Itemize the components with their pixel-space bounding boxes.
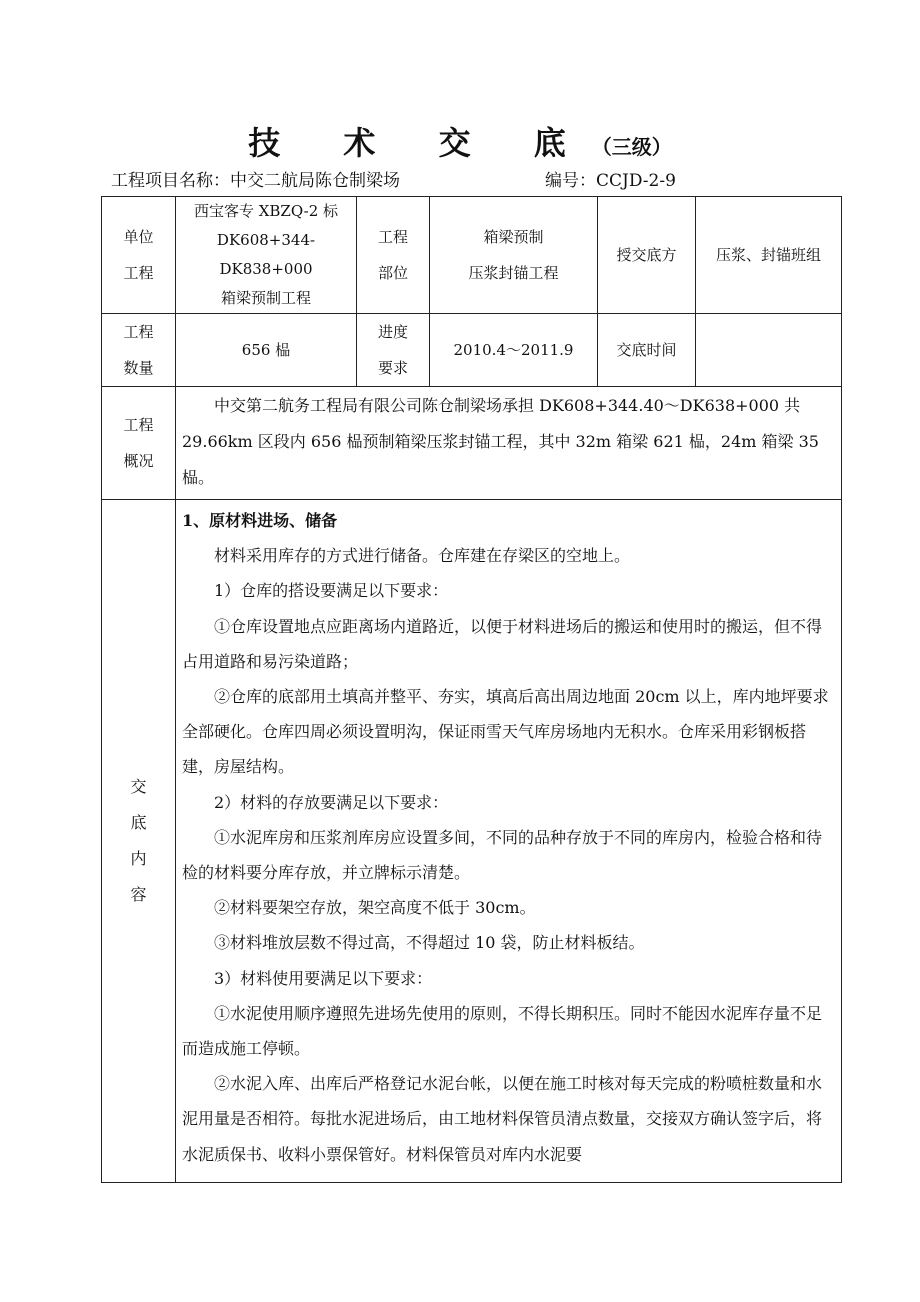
header-meta — [111, 166, 851, 192]
content-paragraph: 材料采用库存的方式进行储备。仓库建在存梁区的空地上。 — [214, 546, 631, 566]
table-row — [102, 387, 842, 500]
progress-value: 2010.4～2011.9 — [430, 314, 598, 387]
content-paragraph: ②仓库的底部用土填高并整平、夯实，填高后高出周边地面 20cm 以上，库内地坪要求全部硬化。仓库四周必须设置明沟，保证雨雪天气库房场地内无积水。仓库采用彩钢板搭建，房屋结构。 — [182, 687, 829, 777]
content-paragraph: 3）材料使用要满足以下要求： — [214, 968, 433, 988]
content-paragraph: ①水泥使用顺序遵照先进场先使用的原则，不得长期积压。同时不能因水泥库存量不足而造成施工停顿。 — [182, 1003, 823, 1059]
overview-label: 工程 概况 — [102, 387, 176, 500]
progress-label: 进度 要求 — [357, 314, 430, 387]
part-label: 工程 部位 — [357, 197, 430, 314]
table-row — [102, 197, 842, 314]
quantity-label: 工程 数量 — [102, 314, 176, 387]
document-title — [0, 118, 920, 164]
unit-value: 西宝客专 XBZQ-2 标 DK608+344-DK838+000 箱梁预制工程 — [176, 197, 357, 314]
content-paragraph: 2）材料的存放要满足以下要求： — [214, 792, 449, 812]
quantity-value: 656 榀 — [176, 314, 357, 387]
unit-label: 单位 工程 — [102, 197, 176, 314]
overview-text: 中交第二航务工程局有限公司陈仓制梁场承担 DK608+344.40～DK638+000 共 29.66km 区段内 656 榀预制箱梁压浆封锚工程，其中 32m 箱梁 621 榀，24m 箱梁 35 榀。 — [176, 387, 842, 500]
receiver-value: 压浆、封锚班组 — [696, 197, 842, 314]
project-name: 工程项目名称：中交二航局陈仓制梁场 — [111, 171, 400, 191]
title-main: 技 术 交 底 — [248, 124, 592, 162]
content-label: 交 底 内 容 — [102, 500, 176, 1183]
content-paragraph: ③材料堆放层数不得过高，不得超过 10 袋，防止材料板结。 — [214, 933, 645, 953]
receiver-label: 授交底方 — [598, 197, 696, 314]
disclosure-time-value — [696, 314, 842, 387]
content-paragraph: ②材料要架空存放，架空高度不低于 30cm。 — [214, 898, 536, 918]
content-body — [176, 500, 842, 1183]
title-level: （三级） — [591, 135, 672, 159]
disclosure-table — [101, 196, 842, 1183]
part-value: 箱梁预制 压浆封锚工程 — [430, 197, 598, 314]
table-row — [102, 314, 842, 387]
document-code: 编号：CCJD-2-9 — [545, 171, 676, 191]
content-paragraph: 1）仓库的搭设要满足以下要求： — [214, 581, 449, 601]
content-paragraph: ②水泥入库、出库后严格登记水泥台帐，以便在施工时核对每天完成的粉喷桩数量和水泥用量是否相符。每批水泥进场后，由工地材料保管员清点数量，交接双方确认签字后，将水泥质保书、收料小票保管好。材料保管员对库内水泥要 — [182, 1074, 823, 1164]
section-heading: 1、原材料进场、储备 — [182, 511, 338, 530]
table-row — [102, 500, 842, 1183]
disclosure-time-label: 交底时间 — [598, 314, 696, 387]
content-paragraph: ①水泥库房和压浆剂库房应设置多间，不同的品种存放于不同的库房内，检验合格和待检的材料要分库存放，并立牌标示清楚。 — [182, 827, 823, 883]
content-paragraph: ①仓库设置地点应距离场内道路近，以便于材料进场后的搬运和使用时的搬运，但不得占用道路和易污染道路； — [182, 616, 823, 671]
